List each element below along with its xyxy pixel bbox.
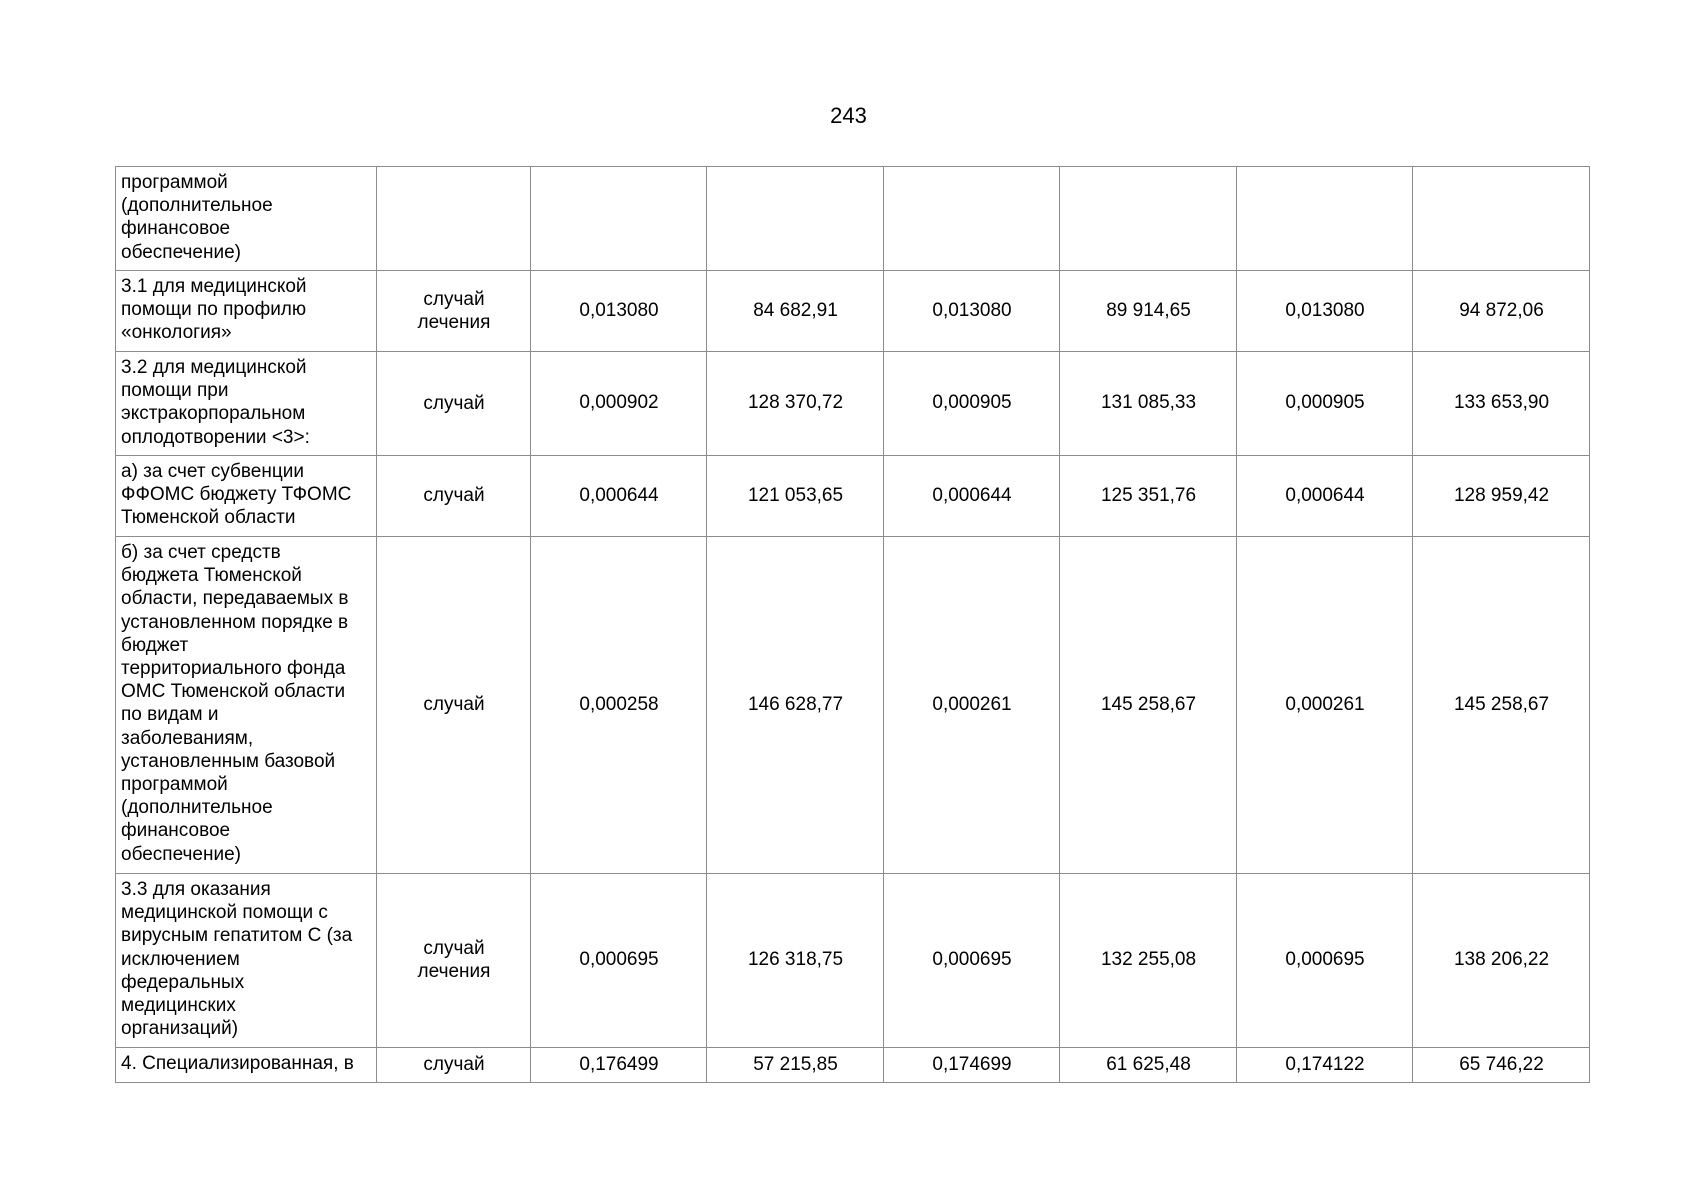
row-value: 128 959,42 [1413,456,1590,537]
row-value: 0,000695 [531,874,707,1048]
row-description: а) за счет субвенции ФФОМС бюджету ТФОМС Тюменской области [116,456,377,537]
row-value: 0,000695 [1237,874,1413,1048]
row-value: 128 370,72 [707,352,884,456]
row-value: 146 628,77 [707,537,884,874]
row-value: 131 085,33 [1060,352,1237,456]
row-unit: случай [377,537,531,874]
row-description: программой (дополнительное финансовое обеспечение) [116,167,377,271]
row-value: 0,176499 [531,1048,707,1083]
row-value: 65 746,22 [1413,1048,1590,1083]
row-value: 0,000644 [884,456,1060,537]
row-unit: случай [377,352,531,456]
row-unit: случай [377,1048,531,1083]
table-row [116,537,1590,874]
row-value: 0,000905 [884,352,1060,456]
row-value [1060,167,1237,271]
row-value: 0,000258 [531,537,707,874]
table-row [116,874,1590,1048]
row-description: 3.3 для оказания медицинской помощи с вирусным гепатитом С (за исключением федеральных медицинских организаций) [116,874,377,1048]
row-unit: случай [377,456,531,537]
row-value: 132 255,08 [1060,874,1237,1048]
row-description: б) за счет средств бюджета Тюменской области, передаваемых в установленном порядке в бюджет территориального фонда ОМС Тюменской области по видам и заболеваниям, установленным базовой программой (дополнительное финансовое обеспечение) [116,537,377,874]
row-value: 61 625,48 [1060,1048,1237,1083]
row-value: 0,000644 [1237,456,1413,537]
table-row [116,456,1590,537]
row-description: 3.1 для медицинской помощи по профилю «онкология» [116,271,377,352]
row-value [884,167,1060,271]
row-value [1237,167,1413,271]
row-value: 0,000644 [531,456,707,537]
row-value [1413,167,1590,271]
row-value: 0,000261 [884,537,1060,874]
row-value: 0,000695 [884,874,1060,1048]
row-unit [377,167,531,271]
row-value: 0,174699 [884,1048,1060,1083]
table-row [116,271,1590,352]
row-value [531,167,707,271]
row-value: 0,013080 [1237,271,1413,352]
row-unit: случай лечения [377,874,531,1048]
row-value: 145 258,67 [1060,537,1237,874]
row-value: 125 351,76 [1060,456,1237,537]
row-value: 0,013080 [884,271,1060,352]
data-table [115,166,1590,1083]
row-value: 121 053,65 [707,456,884,537]
row-value: 133 653,90 [1413,352,1590,456]
row-value: 0,174122 [1237,1048,1413,1083]
row-value: 0,000261 [1237,537,1413,874]
row-value: 0,000905 [1237,352,1413,456]
row-value: 84 682,91 [707,271,884,352]
row-value: 145 258,67 [1413,537,1590,874]
table-row [116,167,1590,271]
table-row [116,352,1590,456]
row-value: 89 914,65 [1060,271,1237,352]
row-value: 0,013080 [531,271,707,352]
row-value [707,167,884,271]
row-value: 94 872,06 [1413,271,1590,352]
row-value: 138 206,22 [1413,874,1590,1048]
row-unit: случай лечения [377,271,531,352]
row-value: 0,000902 [531,352,707,456]
row-value: 126 318,75 [707,874,884,1048]
row-description: 3.2 для медицинской помощи при экстракорпоральном оплодотворении <3>: [116,352,377,456]
row-description: 4. Специализированная, в [116,1048,377,1083]
row-value: 57 215,85 [707,1048,884,1083]
table-row [116,1048,1590,1083]
page-number: 243 [830,103,867,128]
